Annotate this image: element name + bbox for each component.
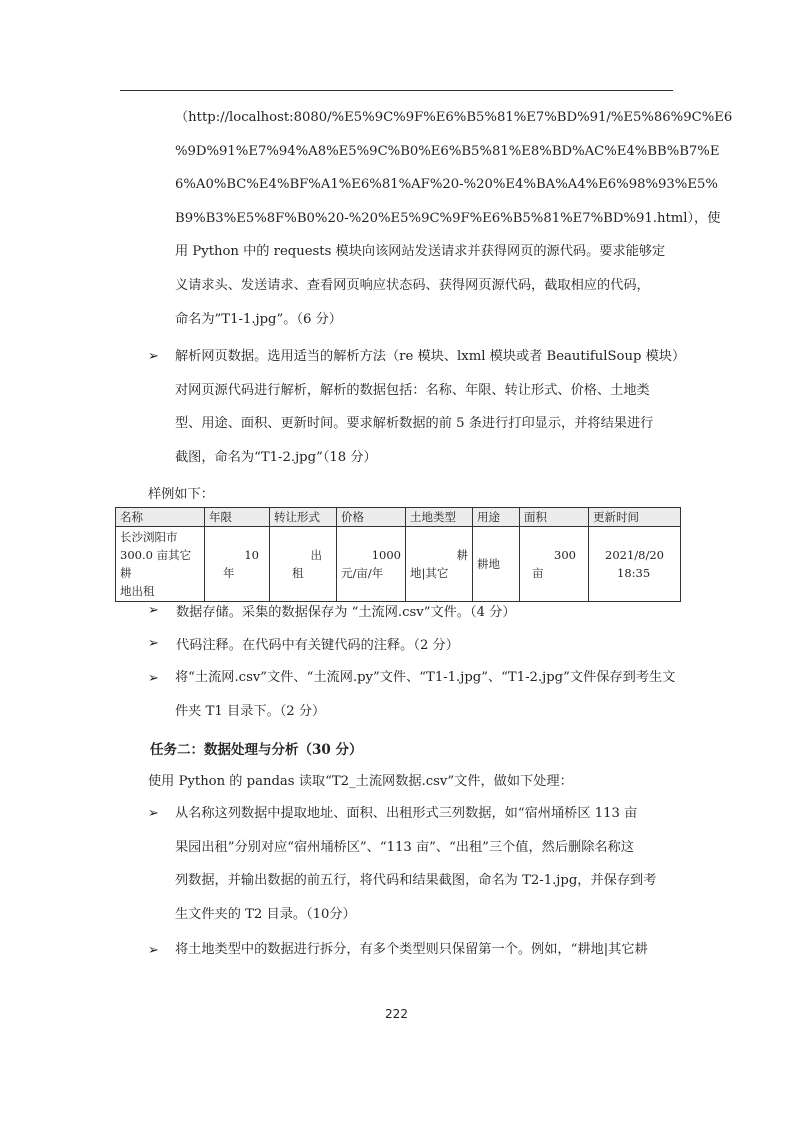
cell-line: 长沙浏阳市	[120, 530, 178, 544]
table-header-cell: 转让形式	[270, 508, 337, 527]
table-header-cell: 更新时间	[589, 508, 681, 527]
table-header-cell: 价格	[337, 508, 406, 527]
cell-line: 租	[292, 566, 304, 580]
cell-line: 耕	[456, 548, 468, 562]
cell-line: 18:35	[617, 566, 651, 580]
intro-line: （http://localhost:8080/%E5%9C%9F%E6%B5%81%E7%BD%91/%E5%86%9C%E6	[175, 110, 733, 125]
cell-line: 出	[310, 548, 322, 562]
save-item-line: 件夹 T1 目录下。（2 分）	[175, 703, 326, 719]
table-cell-land-type	[406, 527, 473, 602]
intro-line: B9%B3%E5%8F%B0%20-%20%E5%9C%9F%E6%B5%81%E7%BD%91.html），使	[175, 210, 721, 226]
table-header-cell: 名称	[116, 508, 205, 527]
parse-item-line: 解析网页数据。选用适当的解析方法（re 模块、lxml 模块或者 BeautifulSoup 模块）	[175, 349, 686, 364]
table-cell-use: 耕地	[473, 527, 520, 602]
parse-item-line: 对网页源代码进行解析，解析的数据包括：名称、年限、转让形式、价格、土地类	[175, 382, 650, 398]
sample-table	[115, 507, 681, 602]
table-header-cell: 土地类型	[406, 508, 473, 527]
split-item	[175, 933, 675, 967]
table-row	[116, 527, 681, 602]
parse-item	[175, 340, 686, 474]
bullet-arrow-icon: ➢	[148, 603, 159, 618]
bullet-arrow-icon: ➢	[148, 943, 159, 958]
table-header-row	[116, 508, 681, 527]
extract-item-line: 果园出租”分别对应“宿州埇桥区”、“113 亩”、“出租”三个值，然后删除名称这	[175, 839, 634, 855]
cell-line: 10	[244, 548, 259, 562]
table-header-cell: 年限	[205, 508, 270, 527]
table-cell-name	[116, 527, 205, 602]
bullet-arrow-icon: ➢	[148, 806, 159, 821]
bullet-arrow-icon: ➢	[148, 671, 159, 686]
cell-line: 300	[554, 548, 576, 562]
parse-item-line: 型、用途、面积、更新时间。要求解析数据的前 5 条进行打印显示，并将结果进行	[175, 416, 654, 432]
cell-line: 300.0 亩其它耕	[120, 548, 192, 580]
comment-item: 代码注释。在代码中有关键代码的注释。（2 分）	[176, 638, 459, 653]
cell-line: 2021/8/20	[605, 548, 664, 562]
table-cell-area	[520, 527, 589, 602]
storage-item: 数据存储。采集的数据保存为 “土流网.csv”文件。（4 分）	[176, 605, 516, 620]
save-item	[175, 661, 675, 728]
split-item-line: 将土地类型中的数据进行拆分，有多个类型则只保留第一个。例如，“耕地|其它耕	[175, 942, 648, 957]
save-item-line: 将“土流网.csv”文件、“土流网.py”文件、“T1-1.jpg”、“T1-2.jpg”文件保存到考生文	[175, 670, 676, 685]
table-cell-price	[337, 527, 406, 602]
extract-item-line: 从名称这列数据中提取地址、面积、出租形式三列数据，如“宿州埇桥区 113 亩	[175, 806, 638, 821]
extract-item-line: 列数据，并输出数据的前五行，将代码和结果截图，命名为 T2-1.jpg，并保存到考	[175, 873, 657, 889]
intro-paragraph	[175, 101, 733, 336]
cell-line: 年	[223, 566, 235, 580]
intro-line: %9D%91%E7%94%A8%E5%9C%B0%E6%B5%81%E8%BD%AC%E4%BB%B7%E	[175, 143, 720, 159]
table-header-cell: 用途	[473, 508, 520, 527]
parse-item-line: 截图，命名为“T1-2.jpg”（18 分）	[175, 449, 377, 465]
extract-item-line: 生文件夹的 T2 目录。（10分）	[175, 906, 356, 922]
cell-line: 1000	[371, 548, 401, 562]
page-number: 222	[385, 1007, 408, 1021]
header-rule	[120, 90, 673, 91]
cell-line: 元/亩/年	[341, 566, 384, 580]
intro-line: 用 Python 中的 requests 模块向该网站发送请求并获得网页的源代码。要求能够定	[175, 244, 666, 260]
table-cell-transfer	[270, 527, 337, 602]
bullet-arrow-icon: ➢	[148, 636, 159, 651]
table-cell-year	[205, 527, 270, 602]
cell-line: 地|其它	[410, 566, 449, 580]
intro-line: 6%A0%BC%E4%BF%A1%E6%81%AF%20-%20%E4%BA%A4%E6%98%93%E5%	[175, 177, 718, 193]
table-cell-updated	[589, 527, 681, 602]
task2-intro: 使用 Python 的 pandas 读取“T2_土流网数据.csv”文件，做如下处理：	[148, 774, 573, 789]
cell-line: 亩	[532, 566, 544, 580]
table-header-cell: 面积	[520, 508, 589, 527]
sample-label: 样例如下：	[148, 487, 214, 502]
intro-line: 命名为”T1-1.jpg”。（6 分）	[175, 311, 342, 327]
bullet-arrow-icon: ➢	[148, 349, 159, 364]
cell-line: 地出租	[120, 584, 155, 598]
task2-heading: 任务二：数据处理与分析（30 分）	[150, 742, 363, 758]
extract-item	[175, 797, 675, 931]
intro-line: 义请求头、发送请求、查看网页响应状态码、获得网页源代码，截取相应的代码，	[175, 277, 650, 293]
